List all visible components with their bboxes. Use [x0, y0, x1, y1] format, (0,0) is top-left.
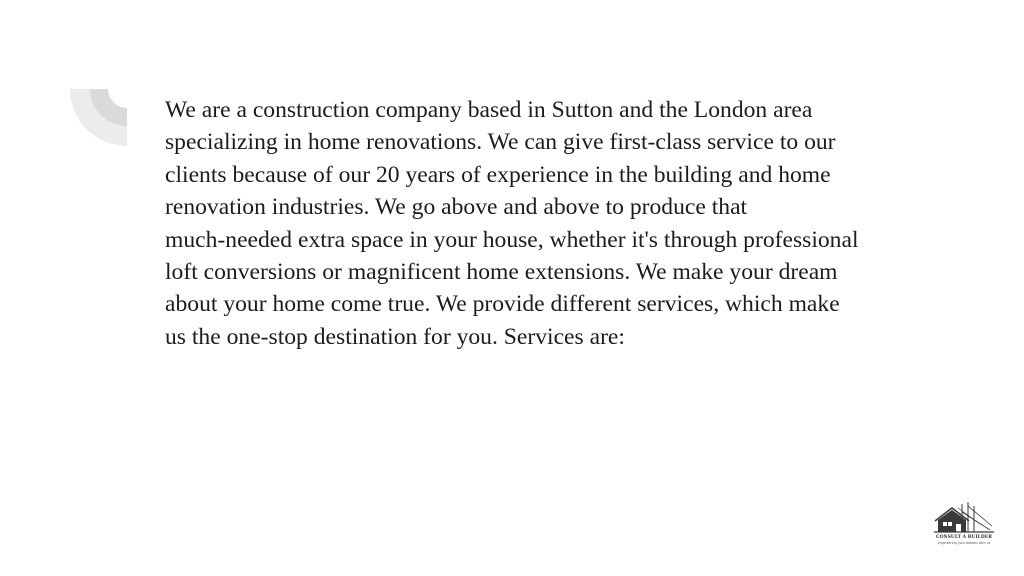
body-line: We are a construction company based in Sutton and the London area: [165, 97, 813, 123]
body-paragraph: [165, 94, 965, 353]
body-line: specializing in home renovations. We can give first-class service to our: [165, 129, 836, 156]
corner-decoration-icon: [70, 89, 127, 146]
body-line: renovation industries. We go above and above to produce that: [165, 194, 748, 221]
body-line: clients because of our 20 years of experience in the building and home: [165, 161, 831, 188]
house-construction-icon: [932, 500, 996, 536]
body-line: much-needed extra space in your house, whether it's through professional: [165, 226, 859, 253]
logo-name: CONSULT A BUILDER: [936, 535, 992, 540]
company-logo: [932, 500, 996, 550]
body-line: about your home come true. We provide different services, which make: [165, 291, 840, 318]
body-line: loft conversions or magnificent home extensions. We make your dream: [165, 259, 838, 286]
body-line: us the one-stop destination for you. Services are:: [165, 323, 625, 350]
logo-tagline: engineering your dreams with us: [937, 541, 991, 545]
